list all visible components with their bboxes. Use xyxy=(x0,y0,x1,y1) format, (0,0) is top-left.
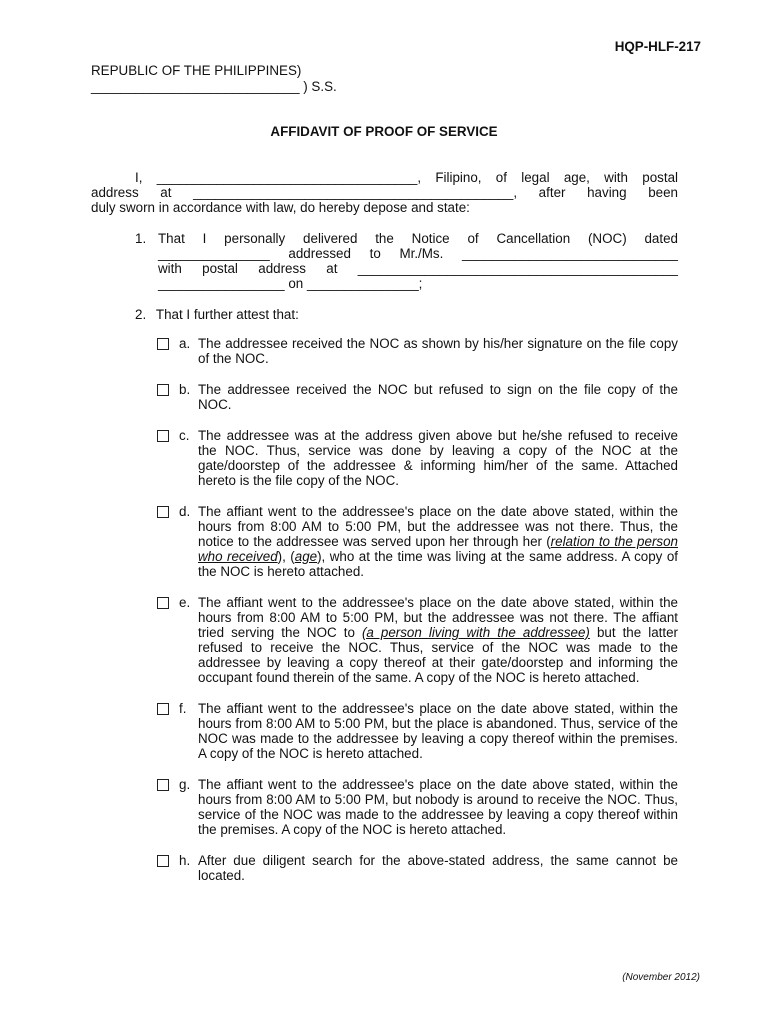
option-d-text xyxy=(198,504,678,579)
document-title: AFFIDAVIT OF PROOF OF SERVICE xyxy=(270,124,498,139)
option-g xyxy=(157,777,678,837)
option-h-letter: h. xyxy=(179,853,191,868)
statement-2-number: 2. xyxy=(135,307,147,322)
option-c-text: The addressee was at the address given above but he/she refused to receive the NOC. Thus, service was done by leaving a copy of the NOC at the gate/doorstep of the addressee & informing him/her of the same. Attached hereto is the file copy of the NOC. xyxy=(198,428,678,488)
option-f-letter: f. xyxy=(179,701,187,716)
option-b-text: The addressee received the NOC but refused to sign on the file copy of the NOC. xyxy=(198,382,678,412)
option-d-checkbox[interactable] xyxy=(157,506,169,518)
statement-1-line-3: with postal address at ___________________________________________ xyxy=(158,261,678,276)
option-h xyxy=(157,853,678,883)
option-e-person-placeholder: (a person living with the addressee) xyxy=(361,625,590,640)
form-code: HQP-HLF-217 xyxy=(614,39,701,54)
option-b-letter: b. xyxy=(179,382,191,397)
option-d xyxy=(157,504,678,579)
statement-1 xyxy=(135,231,678,291)
option-e-letter: e. xyxy=(179,595,191,610)
option-g-letter: g. xyxy=(179,777,191,792)
option-h-checkbox[interactable] xyxy=(157,855,169,867)
statement-1-line-4: _________________ on _______________; xyxy=(158,276,423,291)
option-d-text-part-2: ), ( xyxy=(277,549,295,564)
statement-1-number: 1. xyxy=(135,231,147,246)
option-e-text-part-1: The affiant went to the addressee's place on the date above stated, within the hours from 8:00 AM to 5:00 PM, but the addressee was not there. The affiant tried serving the NOC to xyxy=(198,595,678,640)
intro-line-1: I, ___________________________________, Filipino, of legal age, with postal xyxy=(135,170,678,185)
option-a-text: The addressee received the NOC as shown by his/her signature on the file copy of the NOC. xyxy=(198,336,678,366)
option-b xyxy=(157,382,678,412)
option-f-text: The affiant went to the addressee's place on the date above stated, within the hours from 8:00 AM to 5:00 PM, but the place is abandoned. Thus, service of the NOC was made to the addressee by leaving a copy thereof within the premises. A copy of the NOC is hereto attached. xyxy=(198,701,678,761)
option-f-checkbox[interactable] xyxy=(157,703,169,715)
option-e-text-part-2: but the latter refused to receive the NOC. Thus, service of the NOC was made to the addressee by leaving a copy thereof at their gate/doorstep and informing the occupant found therein of the same. A copy of the NOC is hereto attached. xyxy=(198,625,679,685)
option-a xyxy=(157,336,678,366)
option-a-checkbox[interactable] xyxy=(157,338,169,350)
option-d-letter: d. xyxy=(179,504,191,519)
statement-1-line-2: _______________ addressed to Mr./Ms. _____________________________ xyxy=(158,246,678,261)
venue-block xyxy=(91,63,337,95)
option-c xyxy=(157,428,678,488)
option-h-text: After due diligent search for the above-stated address, the same cannot be located. xyxy=(198,853,678,883)
option-c-letter: c. xyxy=(179,428,190,443)
option-f xyxy=(157,701,678,761)
attestation-options xyxy=(157,336,678,899)
option-c-checkbox[interactable] xyxy=(157,430,169,442)
revision-date: (November 2012) xyxy=(622,972,700,983)
option-e-text xyxy=(198,595,678,685)
option-a-letter: a. xyxy=(179,336,191,351)
intro-line-3: duly sworn in accordance with law, do hereby depose and state: xyxy=(91,200,470,215)
option-g-checkbox[interactable] xyxy=(157,779,169,791)
option-d-text-part-1: The affiant went to the addressee's place on the date above stated, within the hours from 8:00 AM to 5:00 PM, but the addressee was not there. Thus, the notice to the addressee was served upon her through her ( xyxy=(198,504,678,549)
option-d-text-part-3: ), who at the time was living at the same address. A copy of the NOC is hereto attached. xyxy=(198,549,679,579)
statement-1-line-1: That I personally delivered the Notice of Cancellation (NOC) dated xyxy=(158,231,678,246)
intro-line-2: address at ___________________________________________, after having been xyxy=(91,185,678,200)
option-e-checkbox[interactable] xyxy=(157,597,169,609)
statement-2 xyxy=(135,307,299,322)
venue-country: REPUBLIC OF THE PHILIPPINES) xyxy=(91,63,302,78)
intro-paragraph xyxy=(91,170,678,215)
option-d-age-placeholder: age xyxy=(294,549,318,564)
option-g-text: The affiant went to the addressee's place on the date above stated, within the hours from 8:00 AM to 5:00 PM, but nobody is around to receive the NOC. Thus, service of the NOC was made to the addressee by leaving a copy thereof within the premises. A copy of the NOC is hereto attached. xyxy=(198,777,678,837)
venue-city-line: ____________________________ ) S.S. xyxy=(91,79,337,94)
option-e xyxy=(157,595,678,685)
statement-2-text: That I further attest that: xyxy=(155,307,299,322)
option-d-relation-placeholder: relation to the person who received xyxy=(198,534,678,564)
option-b-checkbox[interactable] xyxy=(157,384,169,396)
